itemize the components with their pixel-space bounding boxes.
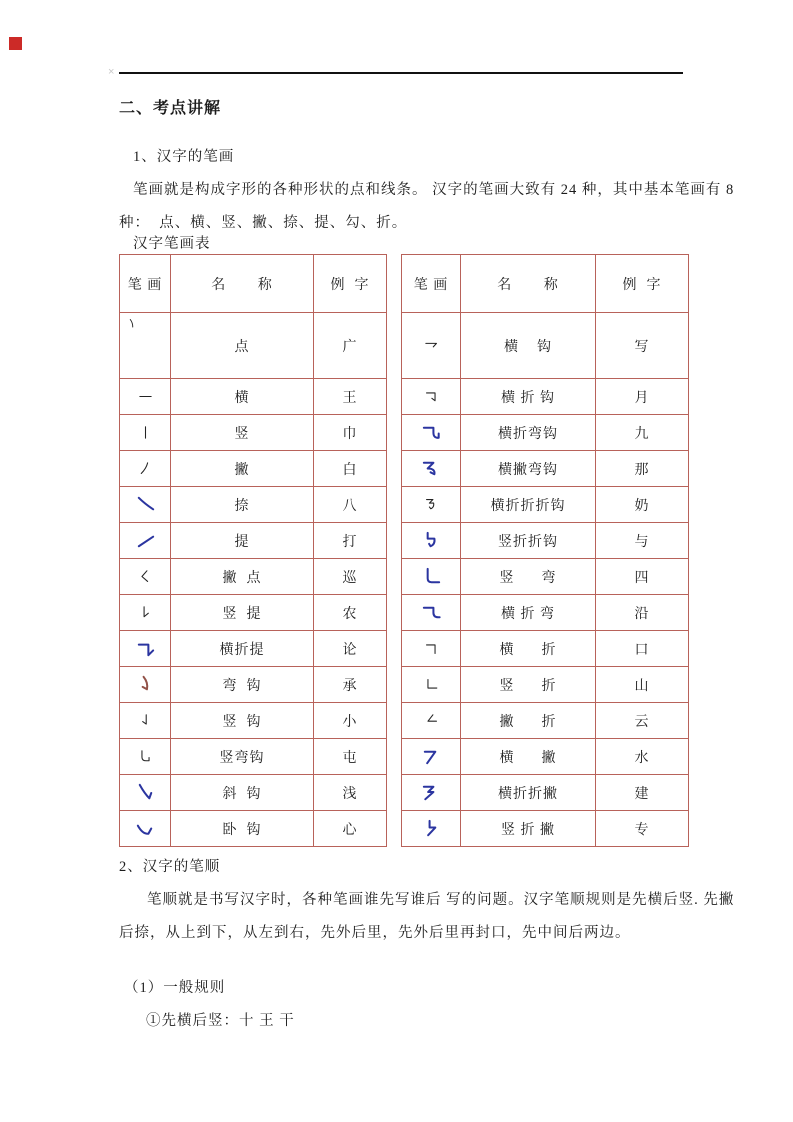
- section-title: 二、考点讲解: [119, 100, 222, 117]
- stroke-name-cell: 横 折: [461, 631, 596, 667]
- table-row: [120, 523, 387, 559]
- stroke-cell: [120, 559, 171, 595]
- stroke-name-cell: 撇 点: [171, 559, 314, 595]
- stroke-cell: [120, 595, 171, 631]
- table-caption: 汉字笔画表: [133, 236, 211, 252]
- table-row: [402, 379, 689, 415]
- stroke-name-cell: 横折折撇: [461, 775, 596, 811]
- stroke-cell: [120, 451, 171, 487]
- rule-heading: （1）一般规则: [124, 980, 226, 996]
- stroke-name-cell: 竖弯钩: [171, 739, 314, 775]
- stroke-shuwan-icon: [420, 565, 443, 588]
- table-row: [402, 739, 689, 775]
- table-row: [402, 523, 689, 559]
- stroke-cell: [120, 487, 171, 523]
- stroke-hengpie-icon: [420, 745, 443, 768]
- example-char-cell: 屯: [314, 739, 387, 775]
- header-stroke: 笔 画: [120, 255, 171, 313]
- stroke-shugou-icon: [137, 712, 154, 729]
- stroke-hengzhewangou-icon: [420, 421, 443, 444]
- stroke-shu-icon: [137, 424, 154, 441]
- table-row: [402, 775, 689, 811]
- example-char-cell: 那: [596, 451, 689, 487]
- example-char-cell: 王: [314, 379, 387, 415]
- stroke-hengzhezhezhegou-icon: [423, 496, 440, 513]
- stroke-name-cell: 竖 钩: [171, 703, 314, 739]
- example-char-cell: 巾: [314, 415, 387, 451]
- example-char-cell: 口: [596, 631, 689, 667]
- table-row: [120, 667, 387, 703]
- stroke-hengzhezhepie-icon: [420, 781, 443, 804]
- stroke-table-left: [119, 254, 387, 847]
- example-char-cell: 农: [314, 595, 387, 631]
- example-char-cell: 沿: [596, 595, 689, 631]
- example-char-cell: 四: [596, 559, 689, 595]
- example-char-cell: 写: [596, 313, 689, 379]
- stroke-piedian-icon: [137, 568, 154, 585]
- rule-item-1: ①先横后竖：十 王 干: [146, 1013, 295, 1029]
- table-row: [120, 595, 387, 631]
- stroke-name-cell: 横折弯钩: [461, 415, 596, 451]
- stroke-cell: [402, 595, 461, 631]
- paragraph-2-line-1: 笔顺就是书写汉字时，各种笔画谁先写谁后 写的问题。汉字笔顺规则是先横后竖. 先撇: [147, 892, 735, 908]
- stroke-hengzheti-icon: [134, 637, 157, 660]
- example-char-cell: 广: [314, 313, 387, 379]
- table-row: [120, 313, 387, 379]
- stroke-shuzhepie-icon: [420, 817, 443, 840]
- example-char-cell: 小: [314, 703, 387, 739]
- red-square-icon: [9, 37, 22, 50]
- table-row: [402, 559, 689, 595]
- example-char-cell: 八: [314, 487, 387, 523]
- example-char-cell: 论: [314, 631, 387, 667]
- table-row: [120, 703, 387, 739]
- stroke-table-right: [401, 254, 689, 847]
- stroke-hengzhe-icon: [423, 640, 440, 657]
- stroke-cell: [120, 811, 171, 847]
- example-char-cell: 打: [314, 523, 387, 559]
- stroke-piezhe-icon: [423, 712, 440, 729]
- table-row: [120, 487, 387, 523]
- table-row: [120, 559, 387, 595]
- stroke-cell: [402, 559, 461, 595]
- stroke-cell: [402, 523, 461, 559]
- stroke-cell: [402, 313, 461, 379]
- stroke-name-cell: 撇: [171, 451, 314, 487]
- example-char-cell: 承: [314, 667, 387, 703]
- stroke-name-cell: 横 钩: [461, 313, 596, 379]
- header-name: 名 称: [461, 255, 596, 313]
- stroke-cell: [120, 739, 171, 775]
- stroke-heng-icon: [137, 388, 154, 405]
- stroke-hengzhegou-icon: [423, 388, 440, 405]
- stroke-cell: [120, 523, 171, 559]
- stroke-name-cell: 横折提: [171, 631, 314, 667]
- stroke-name-cell: 横折折折钩: [461, 487, 596, 523]
- header-row: [120, 255, 387, 313]
- paragraph-1-line-1: 笔画就是构成字形的各种形状的点和线条。 汉字的笔画大致有 24 种，其中基本笔画有 8: [133, 182, 735, 198]
- stroke-name-cell: 竖 折: [461, 667, 596, 703]
- example-char-cell: 山: [596, 667, 689, 703]
- stroke-cell: [120, 667, 171, 703]
- stroke-cell: [120, 775, 171, 811]
- stroke-shuzhe-icon: [423, 676, 440, 693]
- stroke-henggou-icon: [423, 337, 440, 354]
- stroke-cell: [402, 451, 461, 487]
- example-char-cell: 建: [596, 775, 689, 811]
- table-row: [402, 487, 689, 523]
- example-char-cell: 云: [596, 703, 689, 739]
- stroke-dian-icon: [124, 317, 139, 332]
- horizontal-rule: [119, 72, 683, 74]
- stroke-name-cell: 横 折 弯: [461, 595, 596, 631]
- header-example: 例 字: [596, 255, 689, 313]
- stroke-cell: [120, 703, 171, 739]
- stroke-name-cell: 捺: [171, 487, 314, 523]
- table-row: [402, 595, 689, 631]
- stroke-hengzhewan-icon: [420, 601, 443, 624]
- stroke-cell: [402, 775, 461, 811]
- stroke-name-cell: 横 撇: [461, 739, 596, 775]
- stroke-cell: [402, 631, 461, 667]
- stroke-name-cell: 横撇弯钩: [461, 451, 596, 487]
- stroke-cell: [120, 379, 171, 415]
- header-row: [402, 255, 689, 313]
- stroke-cell: [402, 739, 461, 775]
- stroke-name-cell: 提: [171, 523, 314, 559]
- stroke-name-cell: 竖 弯: [461, 559, 596, 595]
- stroke-shuwangou-icon: [137, 748, 154, 765]
- subsection-1-title: 1、汉字的笔画: [133, 149, 235, 165]
- table-row: [402, 451, 689, 487]
- stroke-hengpiewangou-icon: [420, 457, 443, 480]
- stroke-pie-icon: [137, 460, 154, 477]
- table-row: [120, 379, 387, 415]
- paragraph-2-line-2: 后捺，从上到下，从左到右，先外后里，先外后里再封口，先中间后两边。: [119, 925, 631, 941]
- paragraph-1-line-2: 种： 点、横、竖、撇、捺、提、勾、折。: [119, 215, 408, 231]
- table-row: [120, 811, 387, 847]
- stroke-wogou-icon: [134, 817, 157, 840]
- example-char-cell: 巡: [314, 559, 387, 595]
- table-row: [402, 415, 689, 451]
- table-row: [120, 631, 387, 667]
- example-char-cell: 奶: [596, 487, 689, 523]
- stroke-name-cell: 竖 折 撇: [461, 811, 596, 847]
- broken-image-icon: ×: [108, 66, 115, 78]
- stroke-cell: [402, 667, 461, 703]
- stroke-shuzhezhegou-icon: [420, 529, 443, 552]
- stroke-cell: [402, 487, 461, 523]
- table-row: [402, 667, 689, 703]
- stroke-wangou-icon: [134, 673, 157, 696]
- stroke-name-cell: 竖: [171, 415, 314, 451]
- stroke-name-cell: 撇 折: [461, 703, 596, 739]
- stroke-name-cell: 竖 提: [171, 595, 314, 631]
- table-row: [120, 415, 387, 451]
- stroke-xiegou-icon: [134, 781, 157, 804]
- stroke-cell: [402, 703, 461, 739]
- example-char-cell: 水: [596, 739, 689, 775]
- stroke-name-cell: 斜 钩: [171, 775, 314, 811]
- table-row: [120, 739, 387, 775]
- stroke-name-cell: 横 折 钩: [461, 379, 596, 415]
- header-name: 名 称: [171, 255, 314, 313]
- stroke-name-cell: 卧 钩: [171, 811, 314, 847]
- stroke-cell: [120, 313, 171, 379]
- example-char-cell: 专: [596, 811, 689, 847]
- example-char-cell: 浅: [314, 775, 387, 811]
- example-char-cell: 九: [596, 415, 689, 451]
- stroke-name-cell: 横: [171, 379, 314, 415]
- example-char-cell: 月: [596, 379, 689, 415]
- stroke-ti-icon: [134, 529, 157, 552]
- example-char-cell: 白: [314, 451, 387, 487]
- header-stroke: 笔 画: [402, 255, 461, 313]
- stroke-name-cell: 弯 钩: [171, 667, 314, 703]
- stroke-name-cell: 竖折折钩: [461, 523, 596, 559]
- subsection-2-title: 2、汉字的笔顺: [119, 859, 221, 875]
- stroke-cell: [402, 415, 461, 451]
- table-row: [402, 811, 689, 847]
- header-example: 例 字: [314, 255, 387, 313]
- table-row: [120, 775, 387, 811]
- example-char-cell: 与: [596, 523, 689, 559]
- table-row: [120, 451, 387, 487]
- table-row: [402, 703, 689, 739]
- stroke-cell: [120, 415, 171, 451]
- table-row: [402, 631, 689, 667]
- stroke-na-icon: [134, 493, 157, 516]
- stroke-cell: [402, 379, 461, 415]
- stroke-name-cell: 点: [171, 313, 314, 379]
- stroke-cell: [402, 811, 461, 847]
- table-row: [402, 313, 689, 379]
- stroke-shuti-icon: [137, 604, 154, 621]
- example-char-cell: 心: [314, 811, 387, 847]
- stroke-cell: [120, 631, 171, 667]
